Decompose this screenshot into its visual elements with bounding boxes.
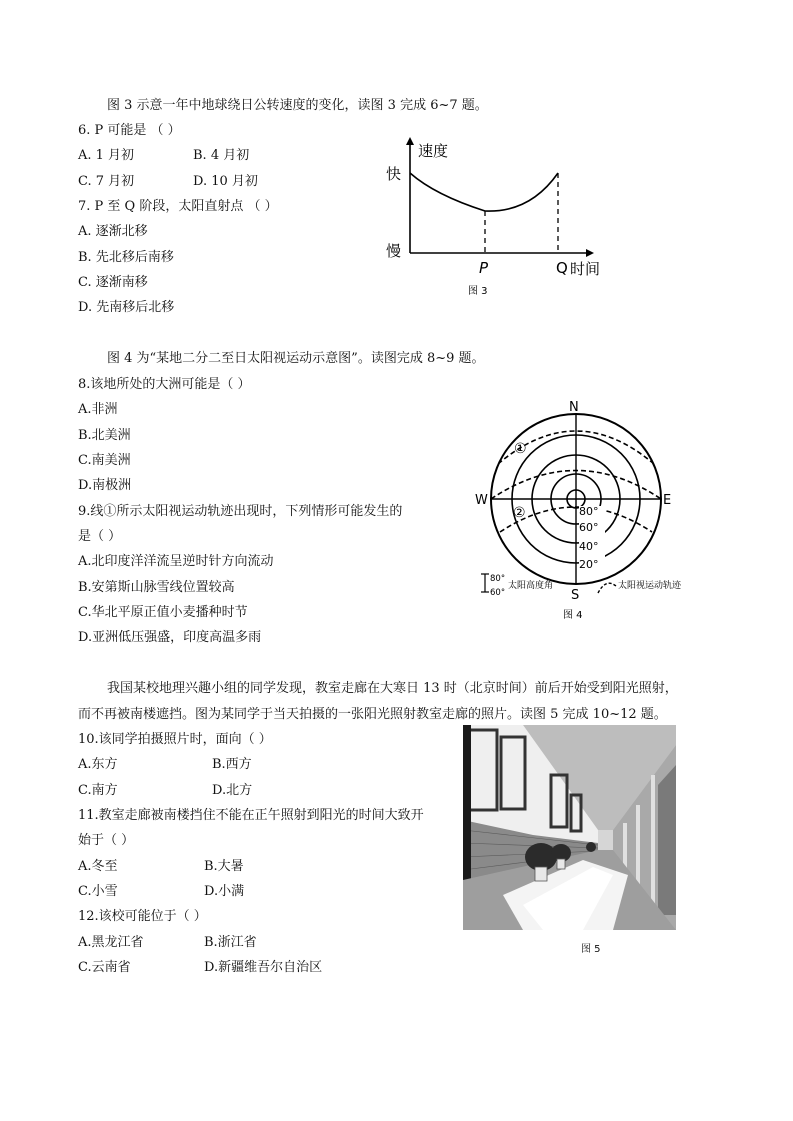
q7-option-c: C. 逐渐南移 bbox=[78, 275, 148, 290]
north-label: N bbox=[569, 400, 579, 415]
q6-stem: 6. P 可能是 （ ） bbox=[78, 123, 181, 138]
figure-3-caption: 图 3 bbox=[468, 286, 488, 297]
q11-stem-line2: 始于（ ） bbox=[78, 833, 135, 848]
q7-option-a: A. 逐渐北移 bbox=[78, 224, 148, 239]
legend-altitude-label: 太阳高度角 bbox=[508, 581, 554, 591]
speed-curve bbox=[410, 173, 558, 211]
q6-option-a: A. 1 月初 bbox=[78, 148, 135, 163]
q11-option-b: B.大暑 bbox=[204, 859, 244, 874]
y-axis-arrow bbox=[406, 137, 414, 145]
q9-option-a: A.北印度洋洋流呈逆时针方向流动 bbox=[78, 554, 274, 569]
ring-label-40: 40° bbox=[579, 540, 599, 553]
y-axis-label: 速度 bbox=[418, 142, 449, 160]
q6-option-b: B. 4 月初 bbox=[193, 148, 250, 163]
x-axis-arrow bbox=[586, 249, 594, 257]
q7-stem: 7. P 至 Q 阶段，太阳直射点 （ ） bbox=[78, 199, 278, 214]
q7-option-d: D. 先南移后北移 bbox=[78, 300, 175, 315]
intro-fig3: 图 3 示意一年中地球绕日公转速度的变化，读图 3 完成 6~7 题。 bbox=[107, 98, 488, 113]
q12-option-c: C.云南省 bbox=[78, 960, 131, 975]
line-1-marker: ① bbox=[514, 441, 527, 457]
q12-option-a: A.黑龙江省 bbox=[78, 935, 144, 950]
east-label: E bbox=[663, 493, 672, 508]
q12-option-b: B.浙江省 bbox=[204, 935, 257, 950]
q9-stem-line2: 是（ ） bbox=[78, 529, 122, 544]
q11-stem-line1: 11.教室走廊被南楼挡住不能在正午照射到阳光的时间大致开 bbox=[78, 808, 424, 823]
q9-stem-line1: 9.线①所示太阳视运动轨迹出现时，下列情形可能发生的 bbox=[78, 504, 403, 519]
q11-option-c: C.小雪 bbox=[78, 884, 118, 899]
legend-scale-80: 80° bbox=[490, 574, 506, 584]
intro-fig4: 图 4 为“某地二分二至日太阳视运动示意图”。读图完成 8~9 题。 bbox=[107, 351, 485, 366]
q10-option-a: A.东方 bbox=[78, 757, 118, 772]
q9-option-c: C.华北平原正值小麦播种时节 bbox=[78, 605, 248, 620]
slow-label: 慢 bbox=[386, 242, 402, 260]
q-label: Q bbox=[556, 259, 568, 277]
line-2-marker: ② bbox=[513, 505, 526, 521]
west-label: W bbox=[475, 493, 488, 508]
q6-option-d: D. 10 月初 bbox=[193, 174, 258, 189]
q9-option-d: D.亚洲低压强盛，印度高温多雨 bbox=[78, 630, 262, 645]
x-axis-label: 时间 bbox=[570, 260, 601, 278]
fast-label: 快 bbox=[386, 165, 402, 183]
figure-4-caption: 图 4 bbox=[563, 610, 583, 621]
q12-option-d: D.新疆维吾尔自治区 bbox=[204, 960, 323, 975]
ring-label-60: 60° bbox=[579, 521, 599, 534]
intro-fig5-line2: 而不再被南楼遮挡。图为某同学于当天拍摄的一张阳光照射教室走廊的照片。读图 5 完成 10~12 题。 bbox=[78, 707, 667, 722]
q8-stem: 8.该地所处的大洲可能是（ ） bbox=[78, 377, 251, 392]
q11-option-d: D.小满 bbox=[204, 884, 245, 899]
q11-option-a: A.冬至 bbox=[78, 859, 118, 874]
q8-option-b: B.北美洲 bbox=[78, 428, 131, 443]
p-label: P bbox=[479, 259, 489, 277]
q6-option-c: C. 7 月初 bbox=[78, 174, 135, 189]
intro-fig5-line1: 我国某校地理兴趣小组的同学发现，教室走廊在大寒日 13 时（北京时间）前后开始受到阳光照射， bbox=[107, 681, 678, 696]
figure-5-caption: 图 5 bbox=[581, 944, 601, 955]
ring-label-80: 80° bbox=[579, 505, 599, 518]
q10-option-c: C.南方 bbox=[78, 783, 118, 798]
legend-scale-60: 60° bbox=[490, 588, 506, 598]
q10-option-b: B.西方 bbox=[212, 757, 252, 772]
q8-option-d: D.南极洲 bbox=[78, 478, 132, 493]
q8-option-a: A.非洲 bbox=[78, 402, 118, 417]
q10-option-d: D.北方 bbox=[212, 783, 253, 798]
q7-option-b: B. 先北移后南移 bbox=[78, 250, 174, 265]
ring-label-20: 20° bbox=[579, 558, 599, 571]
legend-sun-path-label: 太阳视运动轨迹 bbox=[618, 581, 682, 591]
q9-option-b: B.安第斯山脉雪线位置较高 bbox=[78, 580, 235, 595]
south-label: S bbox=[571, 588, 580, 603]
figure-4-sun-path-diagram bbox=[470, 398, 700, 626]
legend-sun-path bbox=[598, 579, 682, 593]
q12-stem: 12.该校可能位于（ ） bbox=[78, 909, 207, 924]
q8-option-c: C.南美洲 bbox=[78, 453, 131, 468]
q10-stem: 10.该同学拍摄照片时，面向（ ） bbox=[78, 732, 272, 747]
figure-5-corridor-photo bbox=[463, 725, 676, 930]
figure-3-speed-diagram bbox=[380, 135, 620, 300]
